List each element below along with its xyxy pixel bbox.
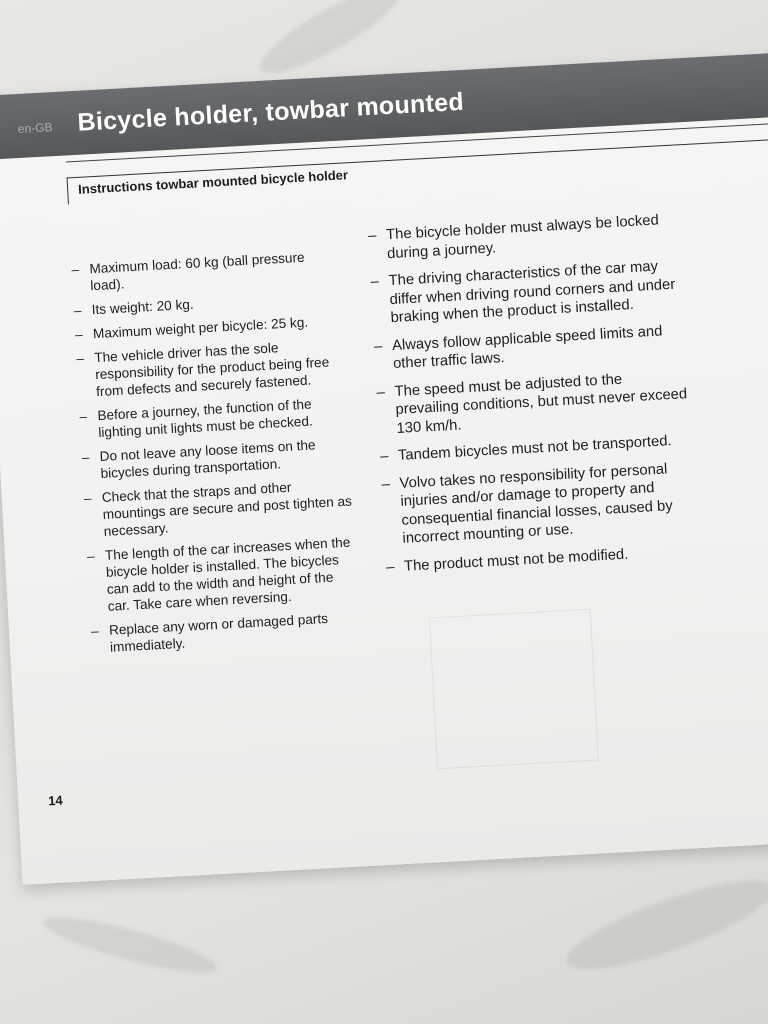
list-item-text: Its weight: 20 kg. [91,296,194,318]
bullet-dash: – [79,408,88,425]
list-item-text: Maximum weight per bicycle: 25 kg. [92,314,309,342]
list-item-text: The length of the car increases when the bicycle holder is installed. The bicycles can add to the width and height of the car. Take care when reversing. [104,534,351,614]
list-item-text: Volvo takes no responsibility for personal injuries and/or damage to property and consequential financial losses, caused by incorrect mounting or use. [399,460,674,547]
list-item [76,336,348,402]
list-item [91,608,362,657]
list-item-text: The speed must be adjusted to the prevailing conditions, but must never exceed 130 km/h. [394,371,688,437]
bullet-dash: – [385,558,395,576]
left-column [71,247,362,664]
list-item [370,256,683,328]
bullet-dash: – [376,384,386,401]
list-item-text: Do not leave any loose items on the bicycles during transportation. [99,437,316,482]
list-item-text: The product must not be modified. [403,546,629,575]
list-item [386,541,697,576]
right-column [368,210,697,585]
bullet-dash: – [83,490,92,506]
list-item [381,459,695,550]
list-item-text: Always follow applicable speed limits and other traffic laws. [391,322,663,373]
bullet-dash: – [370,273,380,291]
list-item [83,475,355,541]
list-item-text: The vehicle driver has the sole responsibility for the product being free from defects and securely fastened. [93,340,330,400]
list-item [81,434,352,483]
list-item [71,247,342,296]
bullet-dash: – [367,227,377,245]
bullet-dash: – [75,350,85,367]
list-item-text: Maximum load: 60 kg (ball pressure load). [89,249,305,294]
bullet-dash: – [73,302,82,319]
page-number: 14 [47,792,64,809]
list-item-text: The driving characteristics of the car may differ when driving round corners and under braking when the product is installed. [388,258,676,327]
bullet-dash: – [373,338,383,355]
list-item [374,321,686,375]
list-item-text: The bicycle holder must always be locked during a journey. [385,212,660,262]
list-item [79,394,350,443]
bullet-dash: – [381,475,391,493]
background-illustration [429,609,599,770]
list-item [87,533,360,616]
section-heading: Instructions towbar mounted bicycle holder [77,167,349,197]
list-item-text: Tandem bicycles must not be transported. [397,433,672,464]
bullet-dash: – [74,326,84,343]
bullet-dash: – [86,548,96,564]
bullet-dash: – [71,261,80,278]
list-item-text: Check that the straps and other mountings are secure and post tighten as necessary. [101,479,353,539]
list-item-text: Before a journey, the function of the lighting unit lights must be checked. [97,396,314,441]
language-tag: en-GB [17,120,53,136]
list-item-text: Replace any worn or damaged parts immediately. [108,610,329,655]
list-item [376,367,689,439]
bullet-dash: – [81,449,90,466]
bullet-dash: – [90,623,100,639]
bullet-dash: – [379,448,389,465]
page-title: Bicycle holder, towbar mounted [76,87,465,137]
manual-page [0,51,768,885]
list-item [368,210,680,264]
